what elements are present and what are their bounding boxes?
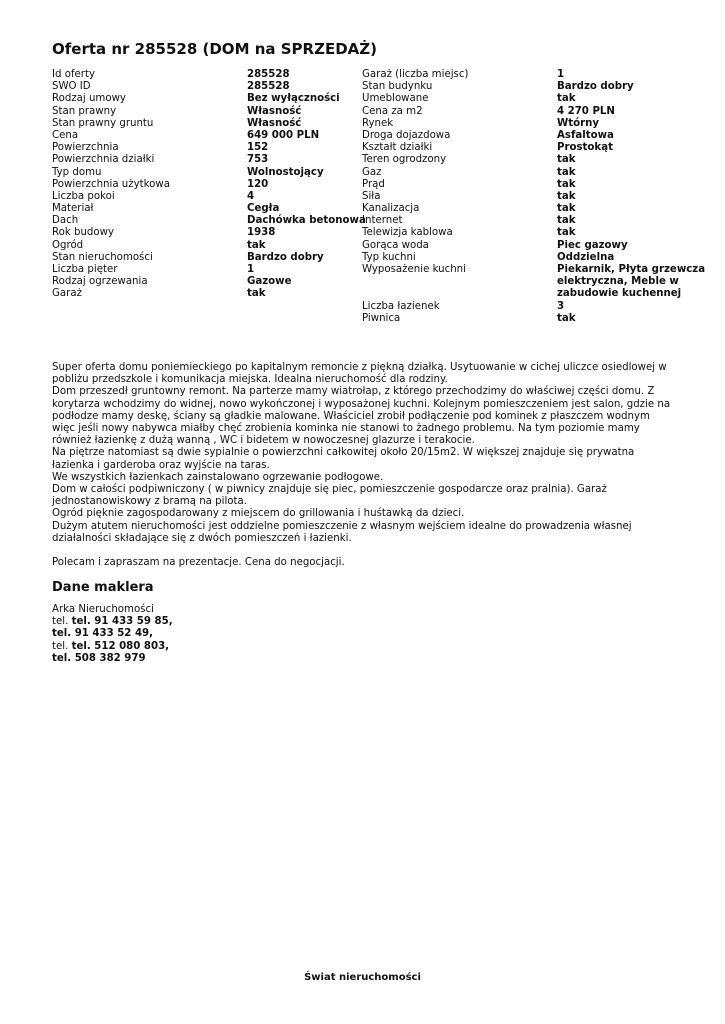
agent-heading: Dane maklera xyxy=(52,580,154,595)
detail-row xyxy=(52,252,362,264)
detail-label: Rodzaj ogrzewania xyxy=(52,276,148,288)
detail-value: Bardzo dobry xyxy=(247,251,324,263)
detail-label: Kanalizacja xyxy=(362,203,420,215)
detail-label: Rok budowy xyxy=(52,227,114,239)
agent-contact xyxy=(52,604,173,665)
description-paragraph: Dom w całości podpiwniczony ( w piwnicy znajduje się piec, pomieszczenie gospodarcze oraz pralnia). Garaż jednostanowiskowy z bramą na pilota. xyxy=(52,484,607,508)
phone-prefix: tel. xyxy=(52,616,72,628)
detail-label: Powierzchnia użytkowa xyxy=(52,178,170,190)
detail-value: tak xyxy=(557,178,576,190)
detail-label: Liczba pokoi xyxy=(52,190,115,202)
detail-row xyxy=(362,81,712,93)
detail-value: Bez wyłączności xyxy=(247,93,340,105)
detail-row xyxy=(362,179,712,191)
detail-label: Stan nieruchomości xyxy=(52,251,153,263)
detail-row xyxy=(52,288,362,300)
detail-value: tak xyxy=(557,93,576,105)
detail-value: Piec gazowy xyxy=(557,239,628,251)
detail-row xyxy=(362,301,712,313)
detail-value: Prostokąt xyxy=(557,142,613,154)
detail-row xyxy=(362,227,712,239)
detail-value: 4 xyxy=(247,190,255,202)
detail-label: Rodzaj umowy xyxy=(52,93,126,105)
detail-row xyxy=(52,81,362,93)
detail-row xyxy=(362,264,712,301)
closing-note: Polecam i zapraszam na prezentacje. Cena do negocjacji. xyxy=(52,557,345,569)
description-paragraph: Dużym atutem nieruchomości jest oddzielne pomieszczenie z własnym wejściem idealne do prowadzenia własnej działalności składające się z dwóch pomieszczeń i łazienki. xyxy=(52,520,632,544)
details-right-column xyxy=(362,69,712,325)
agent-company: Arka Nieruchomości xyxy=(52,604,154,615)
detail-row xyxy=(52,130,362,142)
detail-label: Liczba pięter xyxy=(52,264,118,275)
detail-value: 1 xyxy=(557,69,565,80)
detail-value: tak xyxy=(247,239,266,251)
detail-value: Piekarnik, Płyta grzewcza elektryczna, Meble w zabudowie kuchennej xyxy=(557,264,706,300)
detail-label: Dach xyxy=(52,215,79,227)
detail-label: Id oferty xyxy=(52,69,96,80)
detail-value: Bardzo dobry xyxy=(557,81,634,93)
detail-value: Własność xyxy=(247,105,302,117)
detail-label: Powierzchnia xyxy=(52,142,119,154)
detail-label: Telewizja kablowa xyxy=(362,227,453,239)
detail-value: tak xyxy=(557,312,576,324)
detail-value: 1938 xyxy=(247,227,276,239)
detail-row xyxy=(52,227,362,239)
detail-value: 152 xyxy=(247,142,269,154)
detail-row xyxy=(362,313,712,325)
detail-value: 753 xyxy=(247,154,269,166)
detail-row xyxy=(362,154,712,166)
detail-row xyxy=(52,215,366,227)
detail-row xyxy=(52,142,362,154)
detail-label: Umeblowane xyxy=(362,93,429,105)
detail-label: Liczba łazienek xyxy=(362,300,440,312)
detail-row xyxy=(52,93,362,105)
detail-row xyxy=(362,93,712,105)
description-paragraph: Super oferta domu poniemieckiego po kapitalnym remoncie z piękną działką. Usytuowanie w cichej uliczce osiedlowej w pobliżu przedszkole i komunikacja miejska. Idealna nieruchomość dla rodziny. xyxy=(52,362,667,386)
phone-number[interactable]: tel. 91 433 52 49, xyxy=(52,628,153,640)
detail-label: Cena xyxy=(52,129,79,141)
detail-row xyxy=(362,142,712,154)
detail-row xyxy=(52,118,362,130)
detail-row xyxy=(52,69,362,81)
detail-label: Stan prawny gruntu xyxy=(52,117,154,129)
detail-row xyxy=(52,191,362,203)
detail-label: Typ domu xyxy=(52,166,102,178)
detail-label: Siła xyxy=(362,190,381,202)
detail-row xyxy=(362,130,712,142)
detail-row xyxy=(362,167,712,179)
detail-value: tak xyxy=(557,190,576,202)
offer-title: Oferta nr 285528 (DOM na SPRZEDAŻ) xyxy=(52,40,377,58)
detail-value: Asfaltowa xyxy=(557,129,614,141)
description-paragraph: Ogród pięknie zagospodarowany z miejscem do grillowania i huśtawką da dzieci. xyxy=(52,508,465,520)
detail-row xyxy=(52,264,362,276)
detail-label: Cena za m2 xyxy=(362,105,423,117)
detail-label: Gorąca woda xyxy=(362,239,429,251)
detail-row xyxy=(362,106,712,118)
detail-value: tak xyxy=(557,154,576,166)
detail-label: Piwnica xyxy=(362,312,401,324)
detail-label: Powierzchnia działki xyxy=(52,154,155,166)
detail-value: tak xyxy=(557,215,576,227)
detail-label: SWO ID xyxy=(52,81,91,93)
detail-label: Kształt działki xyxy=(362,142,433,154)
description-paragraph: Na piętrze natomiast są dwie sypialnie o powierzchni całkowitej około 20/15m2. W większej znajduje się prywatna łazienka i garderoba oraz wyjście na taras. xyxy=(52,447,635,471)
detail-label: Wyposażenie kuchni xyxy=(362,264,466,275)
detail-row xyxy=(52,203,362,215)
detail-value: 4 270 PLN xyxy=(557,105,615,117)
detail-value: Własność xyxy=(247,117,302,129)
agent-phone-line xyxy=(52,616,173,628)
detail-value: tak xyxy=(247,288,266,300)
detail-row xyxy=(52,106,362,118)
detail-value: tak xyxy=(557,203,576,215)
detail-row xyxy=(52,179,362,191)
detail-row xyxy=(362,240,712,252)
detail-row xyxy=(362,203,712,215)
detail-label: Materiał xyxy=(52,203,94,215)
detail-label: Prąd xyxy=(362,178,385,190)
detail-row xyxy=(362,118,712,130)
detail-value: Dachówka betonowa xyxy=(247,215,366,227)
detail-value: Gazowe xyxy=(247,276,292,288)
description-paragraph: Dom przeszedł gruntowny remont. Na parterze mamy wiatrołap, z którego przechodzimy do właściwej części domu. Z korytarza wchodzimy do widnej, nowo wykończonej i wyposażonej kuchni. Kolejnym pomieszczeniem jest salon, gdzie na podłodze mamy deskę, ściany są gładkie malowane. Właściciel zrobił podłączenie pod kominek z płaszczem wodnym więc jeśli nowy nabywca miałby chęć zrobienia kominka nie stanowi to żadnego problemu. Na tym poziomie mamy również łazienkę z dużą wanną , WC i bidetem w nowoczesnej glazurze i terakocie. xyxy=(52,386,671,447)
detail-label: Teren ogrodzony xyxy=(362,154,447,166)
detail-value: 3 xyxy=(557,300,565,312)
offer-description xyxy=(52,362,672,569)
phone-number[interactable]: tel. 508 382 979 xyxy=(52,652,146,664)
detail-value: 120 xyxy=(247,178,269,190)
phone-number[interactable]: tel. 91 433 59 85, xyxy=(71,616,173,628)
detail-value: 285528 xyxy=(247,81,290,93)
detail-value: 285528 xyxy=(247,69,290,80)
detail-value: Oddzielna xyxy=(557,251,615,263)
detail-value: Wolnostojący xyxy=(247,166,324,178)
detail-label: Rynek xyxy=(362,117,394,129)
agent-phone-line xyxy=(52,641,173,653)
agent-phone-line xyxy=(52,628,173,640)
detail-value: 649 000 PLN xyxy=(247,129,320,141)
detail-value: Cegła xyxy=(247,203,280,215)
detail-label: Typ kuchni xyxy=(362,251,416,263)
detail-row xyxy=(52,240,362,252)
detail-label: Ogród xyxy=(52,239,84,251)
detail-value: tak xyxy=(557,166,576,178)
detail-row xyxy=(362,252,712,264)
detail-row xyxy=(362,215,712,227)
footer-brand: Świat nieruchomości xyxy=(304,972,421,983)
detail-row xyxy=(52,167,362,179)
detail-label: Garaż (liczba miejsc) xyxy=(362,69,469,80)
detail-label: Garaż xyxy=(52,288,82,300)
agent-phone-line xyxy=(52,653,173,665)
detail-value: tak xyxy=(557,227,576,239)
detail-label: Stan prawny xyxy=(52,105,117,117)
detail-row xyxy=(362,191,712,203)
phone-number[interactable]: tel. 512 080 803, xyxy=(71,640,170,652)
detail-value: Wtórny xyxy=(557,117,600,129)
detail-label: Droga dojazdowa xyxy=(362,129,451,141)
detail-label: Stan budynku xyxy=(362,81,433,93)
phone-prefix: tel. xyxy=(52,640,72,652)
detail-label: Internet xyxy=(362,215,403,227)
description-paragraph: We wszystkich łazienkach zainstalowano ogrzewanie podłogowe. xyxy=(52,471,384,483)
detail-value: 1 xyxy=(247,264,255,275)
detail-row xyxy=(362,69,712,81)
detail-label: Gaz xyxy=(362,166,382,178)
detail-row xyxy=(52,154,362,166)
detail-row xyxy=(52,276,362,288)
details-left-column xyxy=(52,69,366,301)
